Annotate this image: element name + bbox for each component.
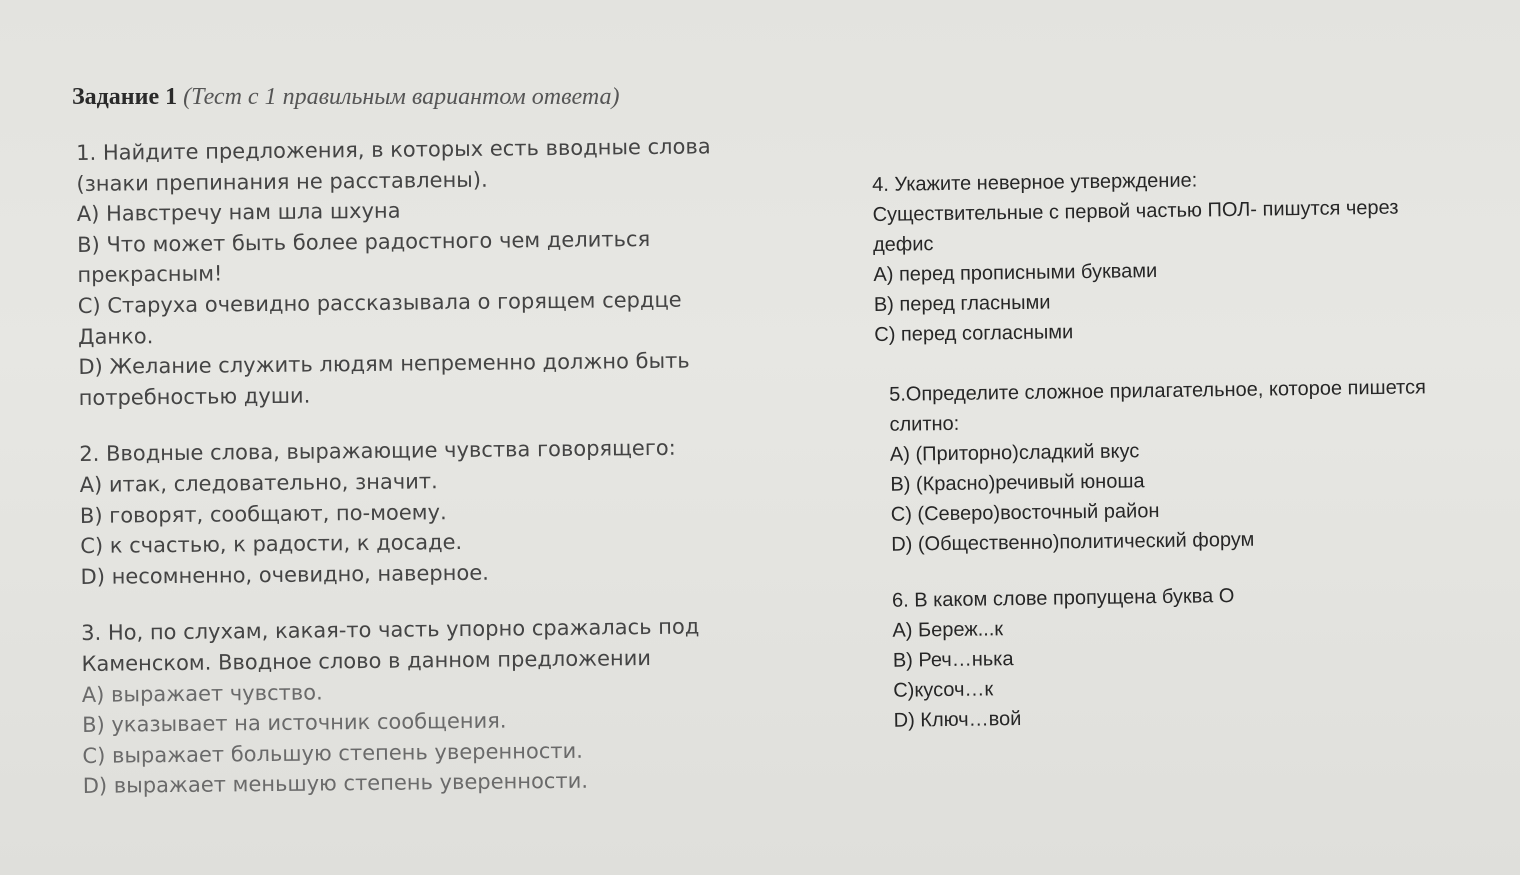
left-column	[76, 130, 803, 801]
question-3-text-cont: Каменском. Вводное слово в данном предложении	[81, 645, 652, 676]
question-1-option-b: В) Что может быть более радостного чем делиться	[76, 226, 651, 257]
question-1-option-a: А) Навстречу нам шла шхуна	[76, 198, 401, 227]
question-5-text-cont: слитно:	[889, 412, 960, 436]
question-2-text: 2. Вводные слова, выражающие чувства говорящего:	[79, 436, 676, 467]
question-2-option-d: D) несомненно, очевидно, наверное.	[80, 560, 489, 589]
question-4	[872, 161, 1494, 350]
question-2	[79, 432, 801, 593]
question-5	[875, 371, 1497, 560]
question-1-option-b-cont: прекрасным!	[77, 261, 223, 288]
question-2-option-b: В) говорят, сообщают, по-моему.	[79, 499, 447, 528]
question-4-option-c: С) перед согласными	[874, 321, 1074, 346]
task-title	[72, 84, 619, 111]
question-1-option-c-cont: Данко.	[77, 323, 154, 349]
task-label: Задание 1	[72, 84, 178, 110]
question-3	[81, 611, 803, 802]
question-1-option-d: D) Желание служить людям непременно должно быть	[78, 348, 690, 380]
question-1-text: 1. Найдите предложения, в которых есть вводные слова	[76, 134, 711, 165]
question-3-option-b: В) указывает на источник сообщения.	[82, 708, 507, 738]
question-4-option-b: В) перед гласными	[873, 291, 1051, 316]
question-1-option-d-cont: потребностью души.	[78, 383, 311, 410]
question-3-option-a: А) выражает чувство.	[81, 679, 323, 707]
question-4-option-a: А) перед прописными буквами	[873, 260, 1158, 286]
question-5-text: 5.Определите сложное прилагательное, которое пишется	[888, 376, 1426, 406]
question-5-option-b: В) (Красно)речивый юноша	[890, 470, 1145, 496]
question-4-text: 4. Укажите неверное утверждение:	[872, 169, 1198, 196]
question-6-option-c: С)кусоч…к	[893, 678, 994, 702]
question-4-statement-cont: дефис	[872, 233, 934, 256]
question-2-option-c: С) к счастью, к радости, к досаде.	[80, 530, 463, 559]
question-6-option-d: D) Ключ…вой	[893, 707, 1022, 732]
question-2-option-a: А) итак, следовательно, значит.	[79, 469, 438, 497]
question-4-statement: Существительные с первой частью ПОЛ- пишутся через	[872, 196, 1399, 226]
question-6-text: 6. В каком слове пропущена буква О	[891, 584, 1235, 612]
question-1-text-cont: (знаки препинания не расставлены).	[76, 167, 488, 196]
question-3-option-d: D) выражает меньшую степень уверенности.	[82, 768, 589, 799]
question-6-option-a: А) Береж...к	[892, 618, 1004, 642]
question-3-text: 3. Но, по слухам, какая-то часть упорно сражалась под	[81, 614, 700, 646]
task-note: (Тест с 1 правильным вариантом ответа)	[183, 84, 620, 110]
right-column	[872, 161, 1500, 736]
question-6-option-b: В) Реч…нька	[892, 648, 1014, 672]
question-1-option-c: С) Старуха очевидно рассказывала о горящем сердце	[77, 287, 682, 318]
question-5-option-d: D) (Общественно)политический форум	[891, 528, 1255, 556]
question-5-option-c: С) (Северо)восточный район	[890, 500, 1160, 526]
question-5-option-a: А) (Приторно)сладкий вкус	[889, 440, 1140, 466]
question-1	[76, 130, 799, 413]
question-6	[878, 577, 1500, 736]
question-3-option-c: С) выражает большую степень уверенности.	[82, 738, 583, 768]
